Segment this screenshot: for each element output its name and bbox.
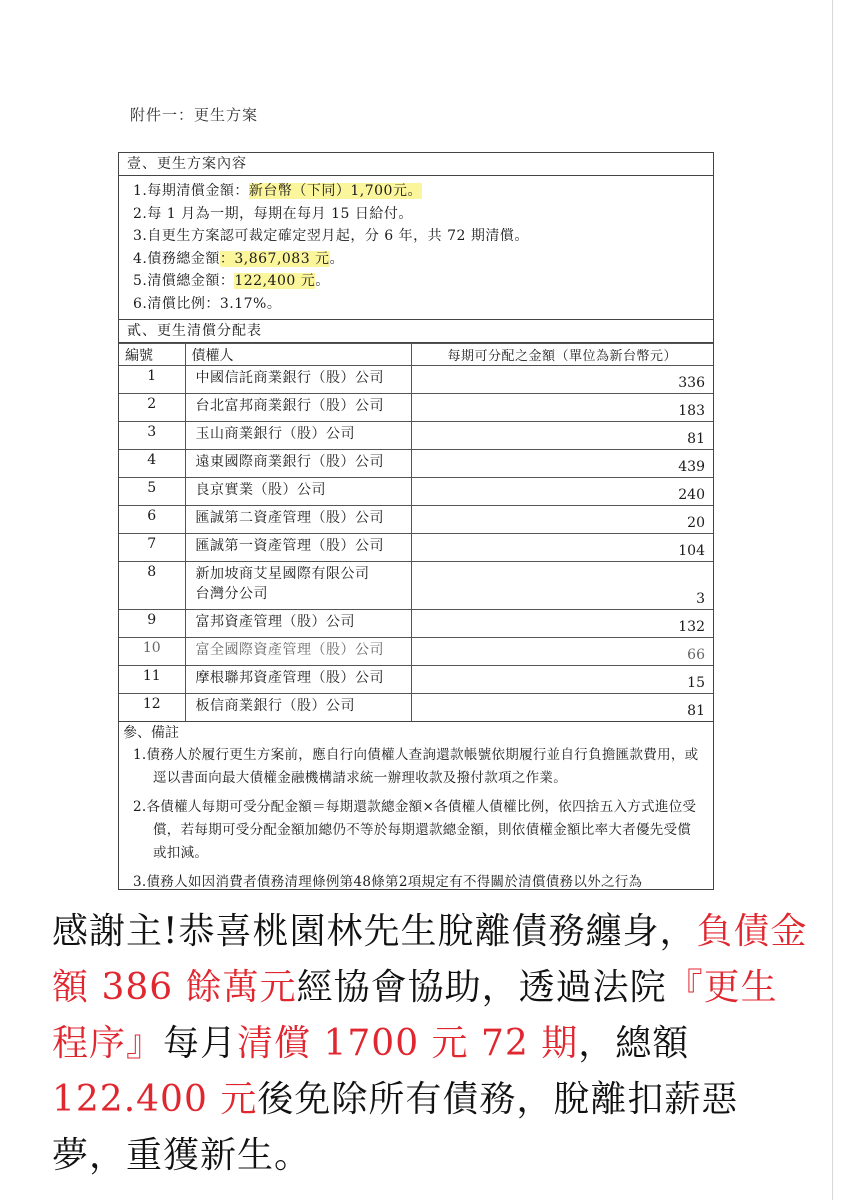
note-item: 2.各債權人每期可受分配金額＝每期還款總金額×各債權人債權比例，依四捨五入方式進位受償，若每期可受分配金額加總仍不等於每期還款總金額，則依債權金額比率大者優先受償或扣減。 [133,799,697,861]
page-edge-line [832,0,833,1200]
plan-item [133,180,713,203]
row-creditor: 台北富邦商業銀行（股）公司 [185,394,411,422]
header-no: 編號 [119,344,185,366]
plan-item-highlight: 122,400 元 [234,273,316,289]
table-row [119,610,713,638]
testimonial-part: 感謝主!恭喜桃園林先生脫離債務纏身， [52,911,697,952]
attachment-label: 附件一：更生方案 [130,106,259,124]
row-creditor: 中國信託商業銀行（股）公司 [185,366,411,394]
row-no: 9 [119,610,185,638]
row-amount: 20 [411,506,713,534]
testimonial-part: 後免除所有債務，脫離扣薪惡夢，重獲新生。 [52,1079,739,1176]
plan-item-highlight: ：3,867,083 元 [219,250,330,267]
row-creditor-line1: 新加坡商艾星國際有限公司 [195,566,370,582]
row-amount: 3 [411,562,713,610]
table-row [119,562,713,610]
plan-item-text: 3.自更生方案認可裁定確定翌月起，分 6 年，共 72 期清償。 [133,228,529,244]
row-no: 10 [119,638,185,666]
row-no: 8 [119,562,185,610]
plan-item [133,293,713,316]
row-amount: 336 [411,366,713,394]
plan-item-text: 4.債務總金額 [133,250,220,267]
row-no: 5 [119,478,185,506]
plan-item [133,203,713,226]
plan-item-text: 5.清償總金額： [133,273,235,289]
table-row [119,534,713,562]
row-amount: 81 [411,694,713,722]
table-row [119,366,713,394]
row-creditor: 富邦資產管理（股）公司 [185,610,411,638]
table-row [119,478,713,506]
plan-item-highlight: 新台幣（下同）1,700 [248,183,393,199]
row-amount: 66 [411,638,713,666]
row-creditor [185,562,411,610]
plan-item-suffix: 元。 [392,183,422,199]
row-no: 11 [119,666,185,694]
row-amount: 240 [411,478,713,506]
row-creditor: 玉山商業銀行（股）公司 [185,422,411,450]
section2-title: 貳、更生清償分配表 [119,320,713,343]
row-amount: 15 [411,666,713,694]
plan-item [133,270,713,293]
testimonial-highlight: 122.400 元 [52,1079,258,1120]
header-amount: 每期可分配之金額（單位為新台幣元） [411,344,713,366]
plan-items [119,176,713,320]
row-creditor-line2: 台灣分公司 [195,586,268,602]
testimonial-highlight: 『更生程序』 [52,967,778,1064]
row-creditor: 匯誠第一資產管理（股）公司 [185,534,411,562]
row-no: 3 [119,422,185,450]
row-creditor: 遠東國際商業銀行（股）公司 [185,450,411,478]
table-row [119,422,713,450]
table-row [119,638,713,666]
plan-item [133,248,713,271]
table-row [119,450,713,478]
row-no: 4 [119,450,185,478]
row-no: 7 [119,534,185,562]
testimonial-part: 每月 [163,1023,238,1064]
row-amount: 132 [411,610,713,638]
row-amount: 81 [411,422,713,450]
table-row [119,506,713,534]
note-item-cut: 3.債務人如因消費者債務清理條例第48條第2項規定有不得關於清償債務以外之行為 [133,874,643,889]
note-item: 1.債務人於履行更生方案前，應自行向債權人查詢還款帳號依期履行並自行負擔匯款費用，或逕以書面向最大債權金融機構請求統一辦理收款及撥付款項之作業。 [133,747,699,786]
table-row [119,394,713,422]
row-creditor: 板信商業銀行（股）公司 [185,694,411,722]
testimonial-text [52,904,812,1184]
header-creditor: 債權人 [185,344,411,366]
row-no: 12 [119,694,185,722]
row-creditor: 匯誠第二資產管理（股）公司 [185,506,411,534]
testimonial-part: ，總額 [578,1023,690,1064]
plan-item-text: 1.每期清償金額： [133,183,249,199]
row-no: 1 [119,366,185,394]
testimonial-part: 經協會協助，透過法院 [296,967,667,1008]
row-no: 2 [119,394,185,422]
section1-title: 壹、更生方案內容 [119,153,713,176]
row-no: 6 [119,506,185,534]
plan-item-suffix: 。 [329,250,345,267]
plan-document [118,152,714,890]
plan-item-text: 6.清償比例：3.17%。 [133,295,282,312]
row-amount: 439 [411,450,713,478]
table-header-row [119,344,713,366]
row-amount: 183 [411,394,713,422]
row-creditor: 摩根聯邦資產管理（股）公司 [185,666,411,694]
row-creditor: 良京實業（股）公司 [185,478,411,506]
testimonial-highlight: 負債金額 386 餘萬元 [52,911,808,1008]
plan-item [133,225,713,248]
table-row [119,666,713,694]
distribution-table [119,343,713,722]
section3-title: 參、備註 [123,725,179,741]
row-amount: 104 [411,534,713,562]
table-row [119,694,713,722]
plan-item-suffix: 。 [315,273,330,289]
row-creditor: 富全國際資產管理（股）公司 [185,638,411,666]
plan-item-text: 2.每 1 月為一期，每期在每月 15 日給付。 [133,205,413,222]
testimonial-highlight: 清償 1700 元 72 期 [237,1023,579,1064]
